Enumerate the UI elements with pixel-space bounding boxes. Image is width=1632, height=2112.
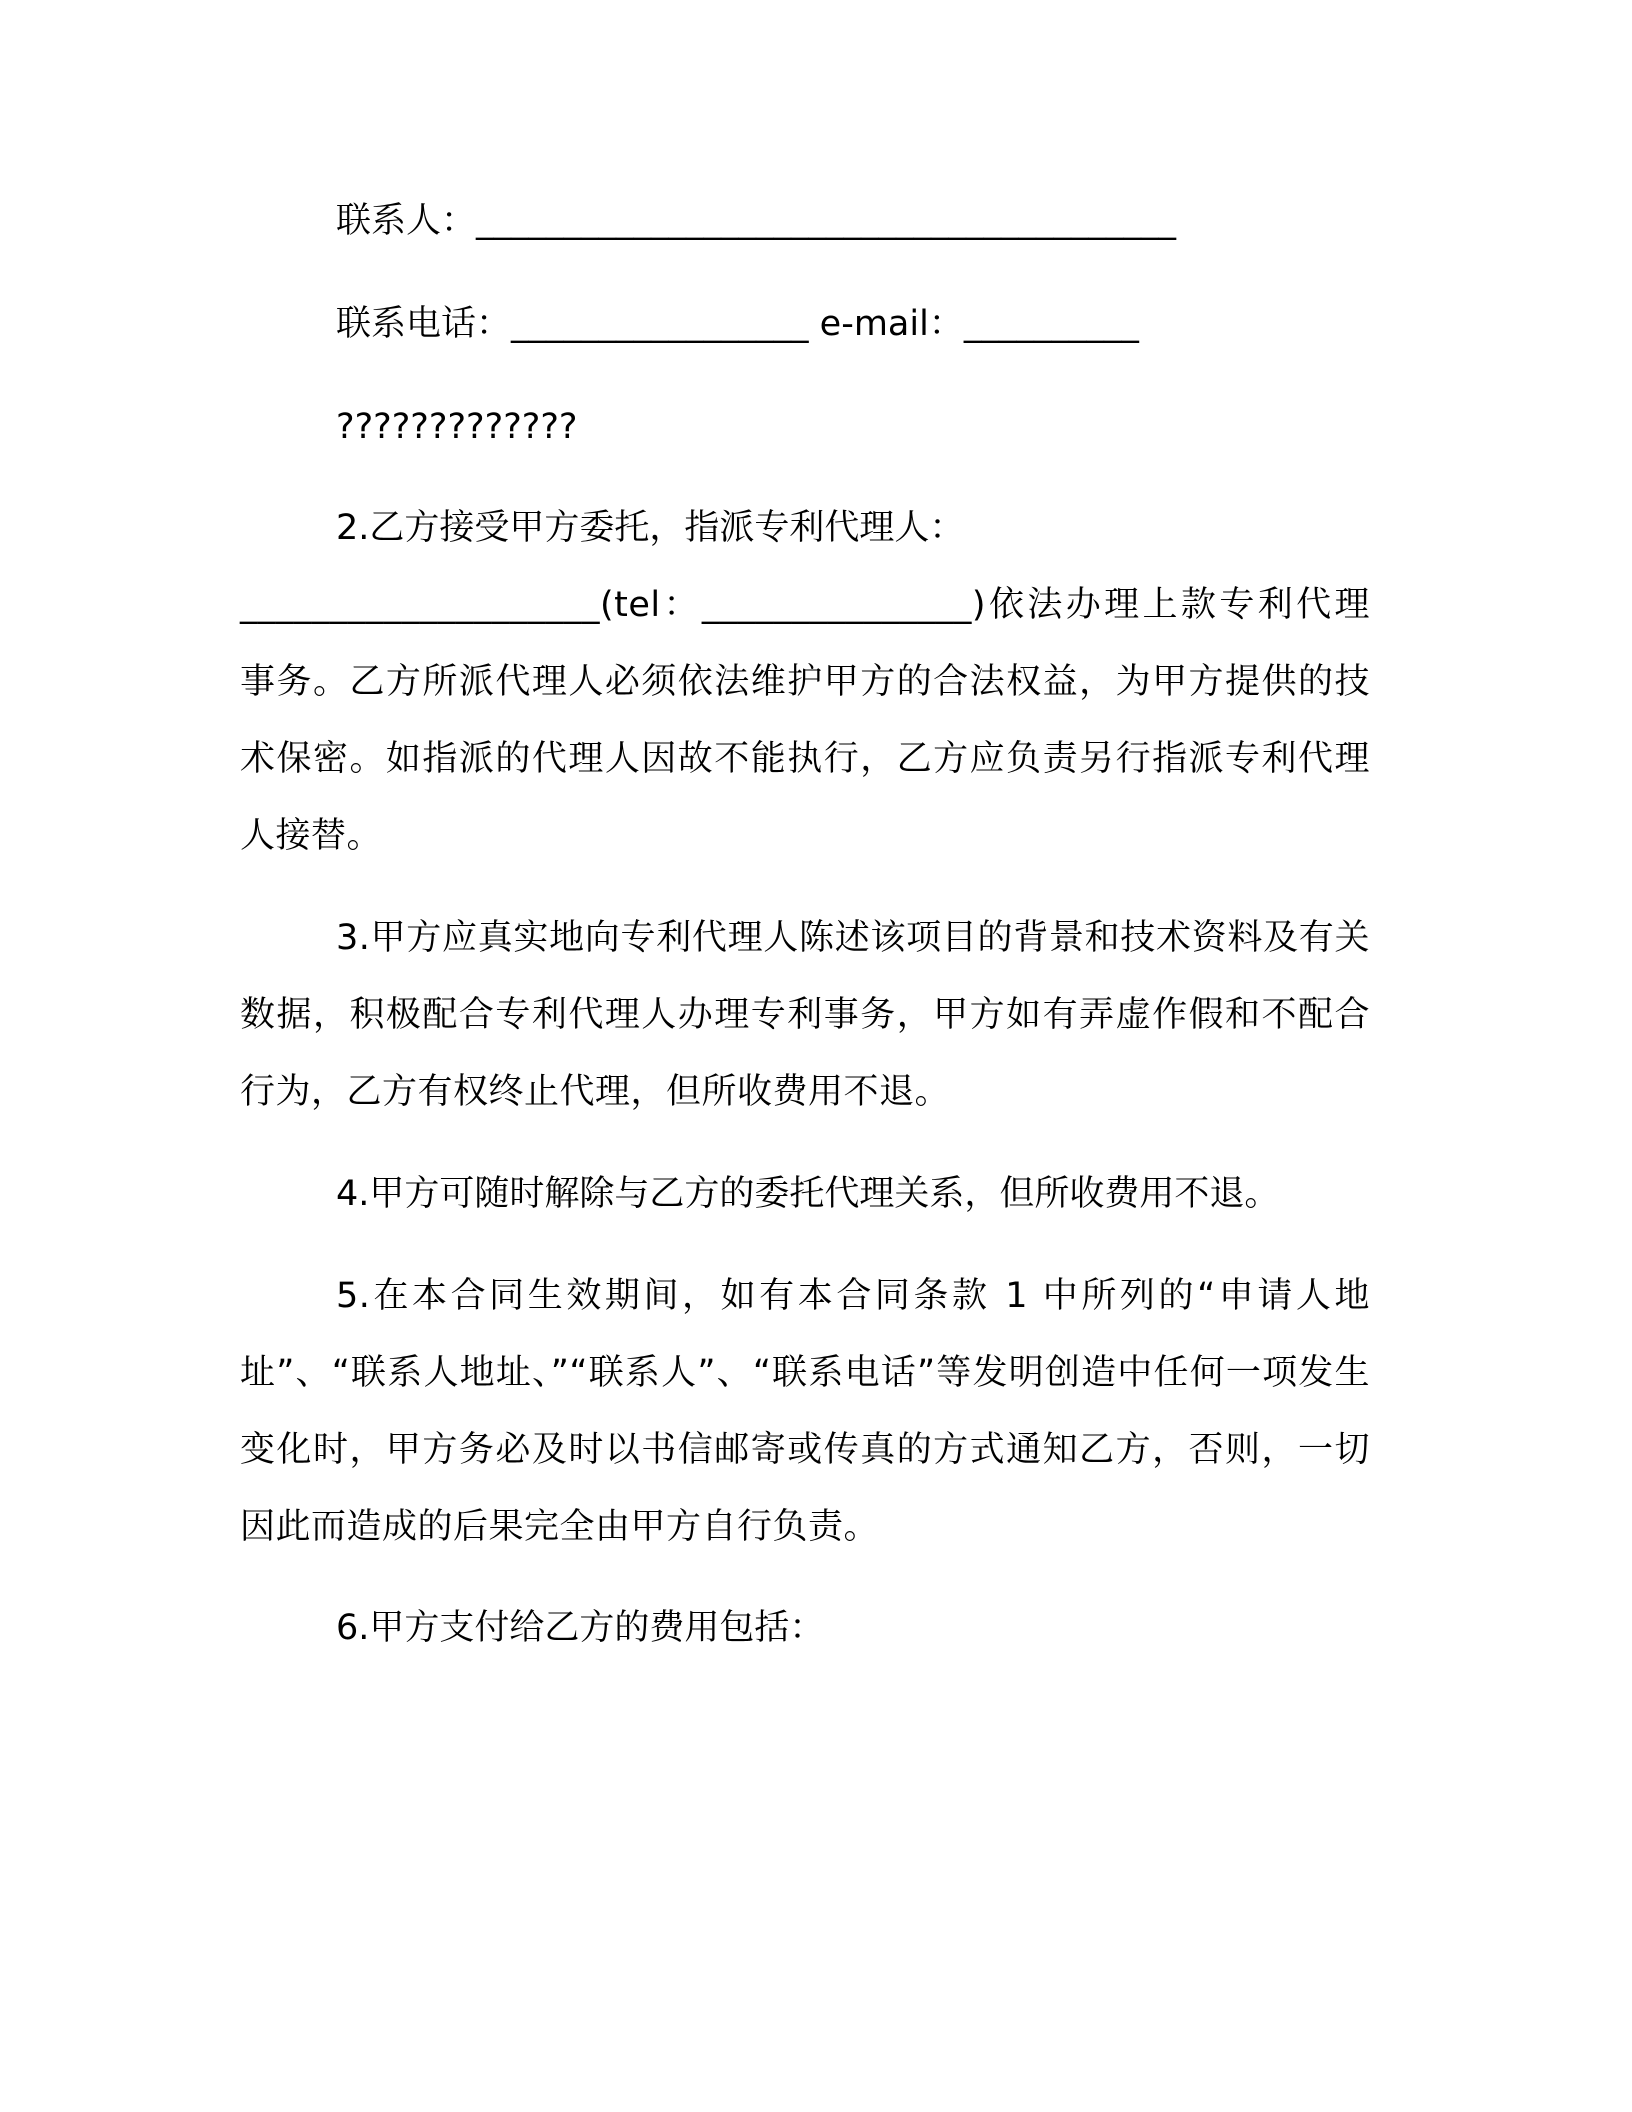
contact-label: 联系人： [336,201,477,241]
phone-blank: _________________ [511,304,809,344]
tel-blank: _______________ [701,585,972,625]
agent-name-blank: ____________________ [240,585,600,625]
contact-blank: ________________________________________ [476,201,1177,241]
phone-label: 联系电话： [336,304,512,344]
clause-4: 4.甲方可随时解除与乙方的委托代理关系，但所收费用不退。 [336,1174,1280,1214]
tel-label: (tel： [600,585,702,625]
clause-2-first-line: 2.乙方接受甲方委托，指派专利代理人： [336,508,965,548]
email-label: e-mail： [819,304,964,344]
clause-5: 5.在本合同生效期间，如有本合同条款 1 中所列的“申请人地址”、“联系人地址、”“联系人”、“联系电话”等发明创造中任何一项发生变化时，甲方务必及时以书信邮寄或传真的方式通知乙方，否则，一切因此而造成的后果完全由甲方自行负责。 [240,1276,1370,1547]
clause-2-rest: )依法办理上款专利代理事务。乙方所派代理人必须依法维护甲方的合法权益，为甲方提供的技术保密。如指派的代理人因故不能执行，乙方应负责另行指派专利代理人接替。 [240,585,1370,856]
contact-line [336,183,1466,260]
clause-3: 3.甲方应真实地向专利代理人陈述该项目的背景和技术资料及有关数据，积极配合专利代理人办理专利事务，甲方如有弄虚作假和不配合行为，乙方有权终止代理，但所收费用不退。 [240,918,1370,1112]
phone-line [336,286,1466,363]
garbled-line: ????????????? [336,407,578,447]
clause-6: 6.甲方支付给乙方的费用包括： [336,1608,825,1648]
clause-2-body [240,567,1370,875]
email-blank: __________ [963,304,1139,344]
